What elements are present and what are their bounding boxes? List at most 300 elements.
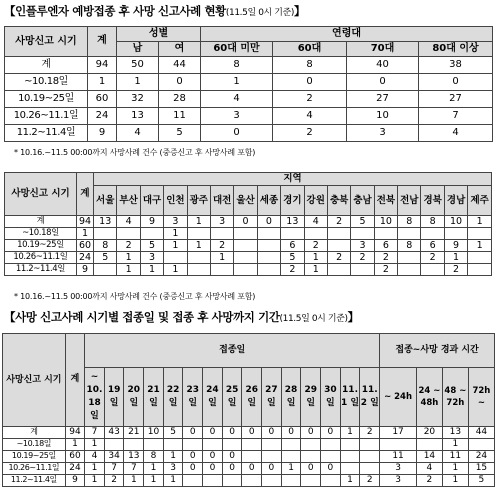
t3-gap-1: 24 ~ 48h xyxy=(416,368,442,427)
t3-cell-date xyxy=(301,451,321,463)
t2-row-label: 11.2~11.4일 xyxy=(5,264,77,276)
t2-cell xyxy=(398,228,421,240)
t1-cell-a2: 0 xyxy=(273,74,347,91)
t3-cell-date xyxy=(104,439,124,451)
t3-cell-date: 1 xyxy=(85,439,105,451)
t2-cell xyxy=(257,252,280,264)
t2-cell xyxy=(257,240,280,252)
t2-region-10: 충북 xyxy=(327,186,350,216)
t3-gap-0: ~ 24h xyxy=(380,368,417,427)
t3-cell-gap: 44 xyxy=(468,427,494,439)
t1-row-label: 11.2~11.4일 xyxy=(5,125,88,142)
t1-cell-male: 1 xyxy=(117,74,159,91)
t3-cell-gap: 3 xyxy=(380,463,417,475)
t1-cell-a1: 3 xyxy=(201,108,273,125)
t2-region-13: 전남 xyxy=(398,186,421,216)
t3-cell-date: 0 xyxy=(222,451,242,463)
t3-cell-date xyxy=(222,439,242,451)
t3-cell-gap xyxy=(416,439,442,451)
t3-col-total: 계 xyxy=(65,334,84,427)
t1-cell-a3: 0 xyxy=(347,74,419,91)
t3-cell-date: 7 xyxy=(124,463,144,475)
t1-cell-a3: 10 xyxy=(347,108,419,125)
t2-cell: 1 xyxy=(140,264,163,276)
t3-cell-date: 0 xyxy=(203,451,223,463)
t3-cell-date: 0 xyxy=(203,427,223,439)
t3-cell-total: 24 xyxy=(65,463,84,475)
t1-row-label: 10.26~11.1일 xyxy=(5,108,88,125)
section1-subtitle: (11.5일 0시 기준) xyxy=(225,8,294,18)
t3-cell-date xyxy=(281,451,301,463)
t2-region-2: 대구 xyxy=(140,186,163,216)
t1-cell-a2: 4 xyxy=(273,108,347,125)
t2-cell: 2 xyxy=(281,264,304,276)
t3-cell-gap xyxy=(468,439,494,451)
t2-region-16: 제주 xyxy=(468,186,492,216)
t2-cell: 8 xyxy=(94,240,117,252)
t3-col-vacc: 접종일 xyxy=(85,334,380,368)
t3-date-5: 23 일 xyxy=(183,368,203,427)
t2-cell xyxy=(210,228,233,240)
t3-cell-gap: 2 xyxy=(416,475,442,487)
t2-cell: 4 xyxy=(304,216,327,228)
t1-cell-a2: 2 xyxy=(273,125,347,142)
t1-row-label: 계 xyxy=(5,57,88,74)
t3-cell-date: 2 xyxy=(104,475,124,487)
t3-cell-date: 0 xyxy=(301,463,321,475)
section1-title xyxy=(4,3,305,19)
t2-cell xyxy=(468,252,492,264)
t2-cell: 2 xyxy=(374,264,397,276)
t3-date-3: 21 일 xyxy=(144,368,164,427)
t2-row xyxy=(5,240,492,252)
t3-cell-date: 0 xyxy=(222,427,242,439)
t1-cell-total: 94 xyxy=(88,57,117,74)
t1-cell-a2: 2 xyxy=(273,91,347,108)
t3-cell-date: 43 xyxy=(104,427,124,439)
t2-cell: 5 xyxy=(351,216,374,228)
t3-date-0: ~ 10. 18 일 xyxy=(85,368,105,427)
t3-row-label: 11.2~11.4일 xyxy=(3,475,66,487)
t3-cell-date xyxy=(321,475,341,487)
t3-cell-date: 5 xyxy=(163,427,183,439)
t2-cell: 9 xyxy=(444,240,467,252)
t2-region-1: 부산 xyxy=(117,186,140,216)
t1-cell-a4: 27 xyxy=(419,91,493,108)
t3-cell-date: 0 xyxy=(281,427,301,439)
section1-title-text: 【인플루엔자 예방접종 후 사망 신고사례 현황 xyxy=(4,4,226,18)
t3-date-1: 19 일 xyxy=(104,368,124,427)
t1-cell-a3: 27 xyxy=(347,91,419,108)
t3-cell-gap: 4 xyxy=(416,463,442,475)
t1-cell-total: 1 xyxy=(88,74,117,91)
t2-cell: 3 xyxy=(140,252,163,264)
t1-row xyxy=(5,74,493,91)
t2-cell xyxy=(94,228,117,240)
t3-cell-total: 1 xyxy=(65,439,84,451)
t1-cell-a3: 40 xyxy=(347,57,419,74)
t2-cell xyxy=(257,228,280,240)
t3-date-12: 30 일 xyxy=(321,368,341,427)
t3-col-gap: 접종~사망 경과 시간 xyxy=(380,334,495,368)
t2-cell: 13 xyxy=(281,216,304,228)
t3-cell-date xyxy=(124,439,144,451)
t3-cell-gap: 15 xyxy=(468,463,494,475)
t2-cell: 2 xyxy=(374,252,397,264)
t1-row xyxy=(5,108,493,125)
section1-footnote: * 10.16.~11.5 00:00까지 사망사례 건수 (중증신고 후 사망사례 포함) xyxy=(14,148,256,157)
t2-cell: 2 xyxy=(351,252,374,264)
t3-row-label: 10.19~25일 xyxy=(3,451,66,463)
t3-row xyxy=(3,451,495,463)
t3-cell-gap: 11 xyxy=(380,451,417,463)
t3-cell-date: 0 xyxy=(262,463,282,475)
t2-cell: 4 xyxy=(117,216,140,228)
t3-cell-date xyxy=(340,451,360,463)
t2-cell: 1 xyxy=(187,216,210,228)
t1-col-male: 남 xyxy=(117,42,159,57)
t3-cell-date: 21 xyxy=(124,427,144,439)
t2-cell xyxy=(210,264,233,276)
t2-region-11: 충남 xyxy=(351,186,374,216)
t3-cell-date: 1 xyxy=(144,475,164,487)
t3-date-13: 11. 1 일 xyxy=(340,368,360,427)
t2-cell: 1 xyxy=(444,252,467,264)
t3-cell-gap: 17 xyxy=(380,427,417,439)
t3-col-report: 사망신고 시기 xyxy=(3,334,66,427)
section3-bracket: 】 xyxy=(347,310,359,324)
t3-cell-date: 0 xyxy=(183,451,203,463)
t3-cell-gap: 5 xyxy=(468,475,494,487)
t2-cell: 3 xyxy=(210,216,233,228)
t3-cell-date: 1 xyxy=(163,475,183,487)
t2-cell xyxy=(234,252,257,264)
t2-cell xyxy=(421,228,444,240)
t2-cell: 0 xyxy=(257,216,280,228)
t2-cell xyxy=(468,264,492,276)
t2-cell xyxy=(327,264,350,276)
t3-cell-total: 9 xyxy=(65,475,84,487)
t2-cell xyxy=(351,264,374,276)
t2-cell: 1 xyxy=(117,264,140,276)
t2-cell: 6 xyxy=(374,240,397,252)
t3-date-10: 28 일 xyxy=(281,368,301,427)
t2-cell xyxy=(421,264,444,276)
t1-row-label: 10.19~25일 xyxy=(5,91,88,108)
t2-cell: 10 xyxy=(374,216,397,228)
t3-cell-date: 1 xyxy=(281,463,301,475)
t2-cell: 2 xyxy=(327,216,350,228)
t2-cell-total: 94 xyxy=(77,216,94,228)
t3-gap-2: 48 ~ 72h xyxy=(442,368,468,427)
t3-cell-date xyxy=(301,439,321,451)
t2-row xyxy=(5,216,492,228)
t2-region-7: 세종 xyxy=(257,186,280,216)
t1-row-label: ~10.18일 xyxy=(5,74,88,91)
t2-region-5: 대전 xyxy=(210,186,233,216)
region-table xyxy=(4,172,492,276)
t2-cell xyxy=(444,228,467,240)
t3-cell-date xyxy=(301,475,321,487)
t2-row xyxy=(5,228,492,240)
t1-col-age-2: 60대 xyxy=(273,42,347,57)
t3-cell-date: 4 xyxy=(85,451,105,463)
t2-cell: 2 xyxy=(444,264,467,276)
t3-cell-date: 1 xyxy=(85,463,105,475)
t3-cell-date xyxy=(242,451,262,463)
t2-region-6: 울산 xyxy=(234,186,257,216)
t1-cell-male: 13 xyxy=(117,108,159,125)
section2-footnote: * 10.16.~11.5 00:00까지 사망사례 건수 (중증신고 후 사망사례 포함) xyxy=(14,292,256,301)
t3-cell-date xyxy=(203,439,223,451)
t3-cell-date: 0 xyxy=(301,427,321,439)
t3-cell-gap: 14 xyxy=(416,451,442,463)
t2-cell: 6 xyxy=(281,240,304,252)
t2-cell-total: 9 xyxy=(77,264,94,276)
t2-row-label: ~10.18일 xyxy=(5,228,77,240)
t2-region-15: 경남 xyxy=(444,186,467,216)
t3-cell-date xyxy=(262,451,282,463)
t2-cell xyxy=(304,228,327,240)
t3-cell-gap: 24 xyxy=(468,451,494,463)
t2-cell: 8 xyxy=(398,216,421,228)
t3-cell-date: 0 xyxy=(183,463,203,475)
t3-cell-date xyxy=(360,439,380,451)
t1-row xyxy=(5,91,493,108)
t1-col-sex: 성별 xyxy=(117,27,201,42)
t2-cell: 1 xyxy=(164,264,187,276)
t2-cell xyxy=(468,228,492,240)
t3-cell-date: 1 xyxy=(85,475,105,487)
t2-row-label: 계 xyxy=(5,216,77,228)
t2-cell: 2 xyxy=(117,240,140,252)
t3-cell-date xyxy=(321,451,341,463)
t3-cell-date: 3 xyxy=(163,463,183,475)
t3-cell-date: 0 xyxy=(321,463,341,475)
t3-cell-date: 0 xyxy=(262,427,282,439)
t1-cell-male: 50 xyxy=(117,57,159,74)
t2-cell: 2 xyxy=(210,240,233,252)
t1-cell-female: 28 xyxy=(159,91,201,108)
t2-cell: 1 xyxy=(304,264,327,276)
t3-cell-date: 0 xyxy=(203,463,223,475)
t3-cell-date: 1 xyxy=(163,451,183,463)
t3-cell-gap: 3 xyxy=(380,475,417,487)
t2-region-12: 전북 xyxy=(374,186,397,216)
t1-cell-a4: 7 xyxy=(419,108,493,125)
t2-cell: 6 xyxy=(421,240,444,252)
t1-cell-total: 9 xyxy=(88,125,117,142)
t3-cell-gap: 1 xyxy=(442,475,468,487)
t2-cell: 5 xyxy=(281,252,304,264)
t1-cell-total: 24 xyxy=(88,108,117,125)
t3-row xyxy=(3,463,495,475)
t3-date-9: 27 일 xyxy=(262,368,282,427)
t3-date-11: 29 일 xyxy=(301,368,321,427)
t3-cell-date: 2 xyxy=(360,475,380,487)
t2-cell-total: 1 xyxy=(77,228,94,240)
t2-cell xyxy=(187,228,210,240)
t3-cell-date: 7 xyxy=(104,463,124,475)
t2-cell: 2 xyxy=(304,240,327,252)
t3-cell-gap xyxy=(380,439,417,451)
t1-cell-male: 4 xyxy=(117,125,159,142)
t3-cell-gap: 1 xyxy=(442,439,468,451)
t2-cell: 1 xyxy=(304,252,327,264)
t1-row xyxy=(5,125,493,142)
t3-cell-date: 1 xyxy=(124,475,144,487)
t2-cell xyxy=(327,228,350,240)
t1-cell-a2: 8 xyxy=(273,57,347,74)
t2-row xyxy=(5,264,492,276)
section3-subtitle: (11.5일 0시 기준) xyxy=(279,314,348,324)
t3-cell-total: 94 xyxy=(65,427,84,439)
t3-date-7: 25 일 xyxy=(222,368,242,427)
t2-col-region: 지역 xyxy=(94,173,492,186)
t2-cell xyxy=(234,240,257,252)
t1-cell-female: 0 xyxy=(159,74,201,91)
t1-cell-a4: 38 xyxy=(419,57,493,74)
t2-cell xyxy=(117,228,140,240)
t2-cell: 0 xyxy=(234,216,257,228)
t1-row xyxy=(5,57,493,74)
t3-cell-date: 0 xyxy=(242,427,262,439)
t3-row xyxy=(3,427,495,439)
t2-cell: 9 xyxy=(140,216,163,228)
t3-date-8: 26 일 xyxy=(242,368,262,427)
t2-region-0: 서울 xyxy=(94,186,117,216)
t2-col-total: 계 xyxy=(77,173,94,216)
t1-col-age-3: 70대 xyxy=(347,42,419,57)
t3-cell-date: 0 xyxy=(183,427,203,439)
t3-cell-date xyxy=(242,439,262,451)
t3-cell-date xyxy=(222,475,242,487)
t3-cell-date: 0 xyxy=(242,463,262,475)
t2-cell: 5 xyxy=(140,240,163,252)
t2-cell xyxy=(187,252,210,264)
t3-row xyxy=(3,439,495,451)
t2-cell: 8 xyxy=(421,216,444,228)
death-status-table xyxy=(4,26,493,142)
t2-row-label: 10.19~25일 xyxy=(5,240,77,252)
t2-cell: 13 xyxy=(94,216,117,228)
t3-cell-date: 0 xyxy=(222,463,242,475)
t3-cell-date xyxy=(340,439,360,451)
t2-cell xyxy=(327,240,350,252)
t2-row-label: 10.26~11.1일 xyxy=(5,252,77,264)
section1-bracket: 】 xyxy=(293,4,306,18)
t2-cell: 3 xyxy=(164,216,187,228)
t1-cell-female: 11 xyxy=(159,108,201,125)
t3-date-6: 24 일 xyxy=(203,368,223,427)
t1-cell-a1: 1 xyxy=(201,74,273,91)
t3-cell-date: 8 xyxy=(144,451,164,463)
t1-cell-male: 32 xyxy=(117,91,159,108)
t1-cell-a3: 3 xyxy=(347,125,419,142)
t3-cell-date xyxy=(203,475,223,487)
t3-cell-date: 10 xyxy=(144,427,164,439)
t2-cell xyxy=(257,264,280,276)
t1-col-female: 여 xyxy=(159,42,201,57)
t3-cell-date: 1 xyxy=(340,475,360,487)
t2-cell xyxy=(398,252,421,264)
t3-cell-date xyxy=(360,463,380,475)
t2-region-4: 광주 xyxy=(187,186,210,216)
section3-title-text: 【사망 신고사례 시기별 접종일 및 접종 후 사망까지 기간 xyxy=(4,310,280,324)
t2-cell xyxy=(374,228,397,240)
t3-cell-gap: 20 xyxy=(416,427,442,439)
t2-region-8: 경기 xyxy=(281,186,304,216)
t3-cell-gap: 1 xyxy=(442,463,468,475)
t3-cell-date xyxy=(281,475,301,487)
t1-cell-a1: 0 xyxy=(201,125,273,142)
t3-cell-total: 60 xyxy=(65,451,84,463)
t2-cell: 8 xyxy=(398,240,421,252)
t3-cell-date xyxy=(242,475,262,487)
t3-gap-3: 72h ~ xyxy=(468,368,494,427)
t3-row-label: 10.26~11.1일 xyxy=(3,463,66,475)
t3-cell-gap: 11 xyxy=(442,451,468,463)
t2-cell: 1 xyxy=(164,240,187,252)
t3-cell-date: 1 xyxy=(144,463,164,475)
t2-cell-total: 60 xyxy=(77,240,94,252)
t2-row xyxy=(5,252,492,264)
t3-cell-date: 7 xyxy=(85,427,105,439)
t2-col-report: 사망신고 시기 xyxy=(5,173,77,216)
t1-col-report: 사망신고 시기 xyxy=(5,27,88,57)
t3-cell-date xyxy=(144,439,164,451)
t2-cell: 10 xyxy=(444,216,467,228)
t3-cell-date xyxy=(360,451,380,463)
t3-cell-date xyxy=(321,439,341,451)
t2-cell-total: 24 xyxy=(77,252,94,264)
t2-cell: 1 xyxy=(468,216,492,228)
t2-cell: 1 xyxy=(210,252,233,264)
t2-cell: 5 xyxy=(94,252,117,264)
t1-cell-female: 44 xyxy=(159,57,201,74)
t2-cell: 1 xyxy=(468,240,492,252)
t1-cell-a1: 8 xyxy=(201,57,273,74)
t2-region-9: 강원 xyxy=(304,186,327,216)
t3-row xyxy=(3,475,495,487)
t2-region-3: 인천 xyxy=(164,186,187,216)
t3-cell-date xyxy=(262,439,282,451)
t3-cell-gap: 13 xyxy=(442,427,468,439)
t2-cell: 1 xyxy=(187,240,210,252)
t3-cell-date xyxy=(340,463,360,475)
t2-cell: 1 xyxy=(117,252,140,264)
t1-cell-a4: 4 xyxy=(419,125,493,142)
t1-col-age: 연령대 xyxy=(201,27,493,42)
t3-date-14: 11. 2 일 xyxy=(360,368,380,427)
t3-cell-date: 0 xyxy=(321,427,341,439)
t1-cell-total: 60 xyxy=(88,91,117,108)
t2-cell xyxy=(140,228,163,240)
t2-region-14: 경북 xyxy=(421,186,444,216)
t3-cell-date xyxy=(183,439,203,451)
t3-row-label: 계 xyxy=(3,427,66,439)
t1-col-age-4: 80대 이상 xyxy=(419,42,493,57)
t2-cell xyxy=(94,264,117,276)
t2-cell xyxy=(351,228,374,240)
t3-date-2: 20 일 xyxy=(124,368,144,427)
t3-row-label: ~10.18일 xyxy=(3,439,66,451)
t3-cell-date xyxy=(262,475,282,487)
t1-col-total: 계 xyxy=(88,27,117,57)
t3-cell-date: 34 xyxy=(104,451,124,463)
t2-cell: 3 xyxy=(351,240,374,252)
t1-cell-a1: 4 xyxy=(201,91,273,108)
